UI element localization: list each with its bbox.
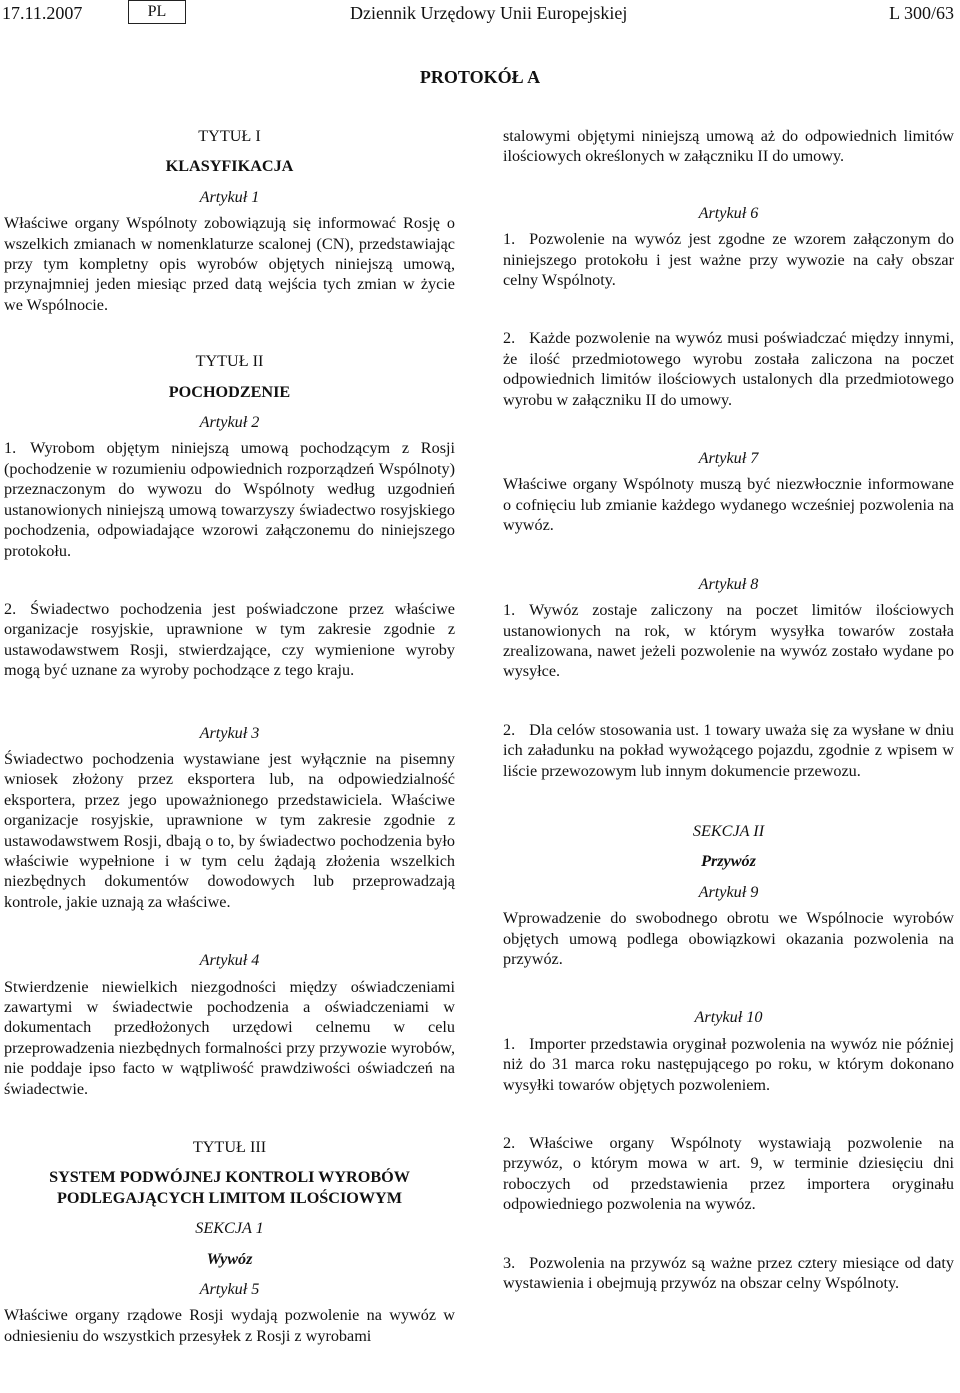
article-2-paragraph-1 <box>4 438 455 560</box>
publication-date: 17.11.2007 <box>2 3 83 23</box>
article-10-paragraph-3 <box>503 1253 954 1294</box>
page-header <box>0 0 960 36</box>
paragraph-text: Właściwe organy Wspólnoty wystawiają pozwolenie na przywóz, o którym mowa w art. 9, w terminie dziesięciu dni roboczych od przedstawienia przez importera oryginału odpowiedniego pozwolenia na wywóz. <box>503 1134 954 1214</box>
right-column <box>503 126 954 1293</box>
paragraph-text: Świadectwo pochodzenia jest poświadczone przez właściwe organizacje rosyjskie, uprawnione w tym zakresie zgodnie z ustawodawstwem Rosji, stwierdzające, czy wymienione wyroby mogą być uznane za wyroby pochodzące z tego kraju. <box>4 599 455 680</box>
title-2-label: TYTUŁ II <box>195 352 264 371</box>
title-1-heading: KLASYFIKACJA <box>165 157 294 176</box>
article-9-label: Artykuł 9 <box>698 882 759 901</box>
article-7-text: Właściwe organy Wspólnoty muszą być niezwłocznie informowane o cofnięciu lub zmianie każdego wydanego wcześniej pozwolenia na wywóz. <box>503 475 954 535</box>
paragraph-number: 1. <box>503 1034 516 1053</box>
document-title: PROTOKÓŁ A <box>419 67 541 87</box>
section-2-label: SEKCJA II <box>692 821 765 840</box>
article-3-label: Artykuł 3 <box>199 723 260 742</box>
title-1-label: TYTUŁ I <box>198 127 261 145</box>
article-4-text: Stwierdzenie niewielkich niezgodności między oświadczeniami zawartymi w świadectwie pochodzenia a oświadczeniami w dokumentach przedłożonych urzędowi celnemu w celu przeprowadzenia niezbędnych formalności przy przywozie wyrobów, nie poddaje ipso facto w wątpliwość prawdziwości oświadczeń na świadectwie. <box>4 977 455 1098</box>
paragraph-number: 2. <box>4 599 17 618</box>
article-5-text: Właściwe organy rządowe Rosji wydają pozwolenie na wywóz w odniesieniu do wszystkich przesyłek z Rosji z wyrobami <box>4 1306 455 1345</box>
paragraph-number: 1. <box>503 230 516 249</box>
article-5-continuation: stalowymi objętymi niniejszą umową aż do odpowiednich limitów ilościowych określonych w załączniku II do umowy. <box>503 127 954 166</box>
article-10-paragraph-1 <box>503 1034 954 1095</box>
article-1-label: Artykuł 1 <box>199 187 260 206</box>
section-1-title: Wywóz <box>206 1249 253 1268</box>
paragraph-text: Dla celów stosowania ust. 1 towary uważa się za wysłane w dniu ich załadunku na pokład wywożącego pojazdu, zgodnie z wpisem w liście przewozowym lub innym dokumencie przewozu. <box>503 720 954 780</box>
article-8-label: Artykuł 8 <box>698 574 759 593</box>
article-6-label: Artykuł 6 <box>698 203 759 222</box>
language-badge: PL <box>128 0 186 24</box>
paragraph-text: Importer przedstawia oryginał pozwolenia na wywóz nie później niż do 31 marca roku następującego po roku, w którym dokonano wysyłki towarów objętych pozwoleniem. <box>503 1034 954 1094</box>
paragraph-number: 3. <box>503 1253 516 1272</box>
paragraph-text: Pozwolenia na przywóz są ważne przez cztery miesiące od daty wystawienia i obejmują przywóz na obszar celny Wspólnoty. <box>503 1253 954 1293</box>
title-3-label: TYTUŁ III <box>192 1138 267 1157</box>
article-9-text: Wprowadzenie do swobodnego obrotu we Wspólnocie wyrobów objętych umową podlega obowiązkowi okazania pozwolenia na przywóz. <box>503 909 954 968</box>
paragraph-number: 1. <box>4 439 17 458</box>
article-6-paragraph-2 <box>503 328 954 410</box>
article-4-label: Artykuł 4 <box>199 951 260 970</box>
page-reference: L 300/63 <box>889 3 954 23</box>
paragraph-text: Wywóz zostaje zaliczony na poczet limitów ilościowych ustanowionych na rok, w którym wysyłka towarów została zrealizowana, nawet jeżeli pozwolenie na wywóz zostało wydane po wysyłce. <box>503 601 954 681</box>
paragraph-number: 2. <box>503 1134 516 1152</box>
section-1-label: SEKCJA 1 <box>195 1219 264 1238</box>
article-6-paragraph-1 <box>503 229 954 290</box>
paragraph-number: 2. <box>503 720 516 739</box>
article-2-label: Artykuł 2 <box>199 413 260 432</box>
title-3-heading-line-2: PODLEGAJĄCYCH LIMITOM ILOŚCIOWYM <box>56 1188 403 1207</box>
section-2-title: Przywóz <box>701 852 756 871</box>
paragraph-text: Wyrobom objętym niniejszą umową pochodzącym z Rosji (pochodzenie w rozumieniu odpowiednich rozporządzeń Wspólnoty) przeznaczonym do wywozu do Wspólnoty według uzgodnień ustanowionych niniejszą umową towarzyszy świadectwo rosyjskiego pochodzenia, odpowiadające wzorowi załączonemu do niniejszego protokołu. <box>4 439 455 560</box>
article-1-text: Właściwe organy Wspólnoty zobowiązują się informować Rosję o wszelkich zmianach w nomenklaturze scalonej (CN), przedstawiając przy tym kompletny opis wyrobów objętych niniejszą umową, przynajmniej jeden miesiąc przed datą wejścia tych zmian w życie we Wspólnocie. <box>4 214 455 314</box>
paragraph-number: 2. <box>503 329 516 348</box>
article-5-label: Artykuł 5 <box>199 1280 260 1299</box>
article-10-label: Artykuł 10 <box>694 1008 763 1027</box>
article-3-text: Świadectwo pochodzenia wystawiane jest wyłącznie na pisemny wniosek złożony przez eksportera lub, na odpowiedzialność eksportera, przez jego upoważnionego przedstawiciela. Właściwe organizacje rosyjskie, uprawnione w tym zakresie zgodnie z ustawodawstwem Rosji, dbają o to, by świadectwo pochodzenia było właściwie wypełnione i w tym celu żądają złożenia wszelkich niezbędnych dokumentów dowodowych lub przeprowadzają kontrole, jakie uznają za właściwe. <box>4 749 455 911</box>
article-8-paragraph-2 <box>503 720 954 781</box>
journal-title: Dziennik Urzędowy Unii Europejskiej <box>350 3 628 23</box>
paragraph-text: Pozwolenie na wywóz jest zgodne ze wzorem załączonym do niniejszego protokołu i jest ważne przy wywozie na cały obszar celny Wspólnoty. <box>503 230 954 290</box>
paragraph-number: 1. <box>503 601 516 620</box>
title-3-heading-line-1: SYSTEM PODWÓJNEJ KONTROLI WYROBÓW <box>49 1168 410 1187</box>
title-2-heading: POCHODZENIE <box>168 382 291 401</box>
article-10-paragraph-2 <box>503 1133 954 1215</box>
paragraph-text: Każde pozwolenie na wywóz musi poświadczać między innymi, że ilość przedmiotowego wyrobu została zaliczona na poczet odpowiednich limitów ilościowych ustalonych dla przedmiotowego wyrobu w załączniku II do umowy. <box>503 329 954 409</box>
article-7-label: Artykuł 7 <box>698 449 759 468</box>
article-8-paragraph-1 <box>503 600 954 682</box>
article-2-paragraph-2 <box>4 599 455 681</box>
left-column <box>4 126 455 1346</box>
